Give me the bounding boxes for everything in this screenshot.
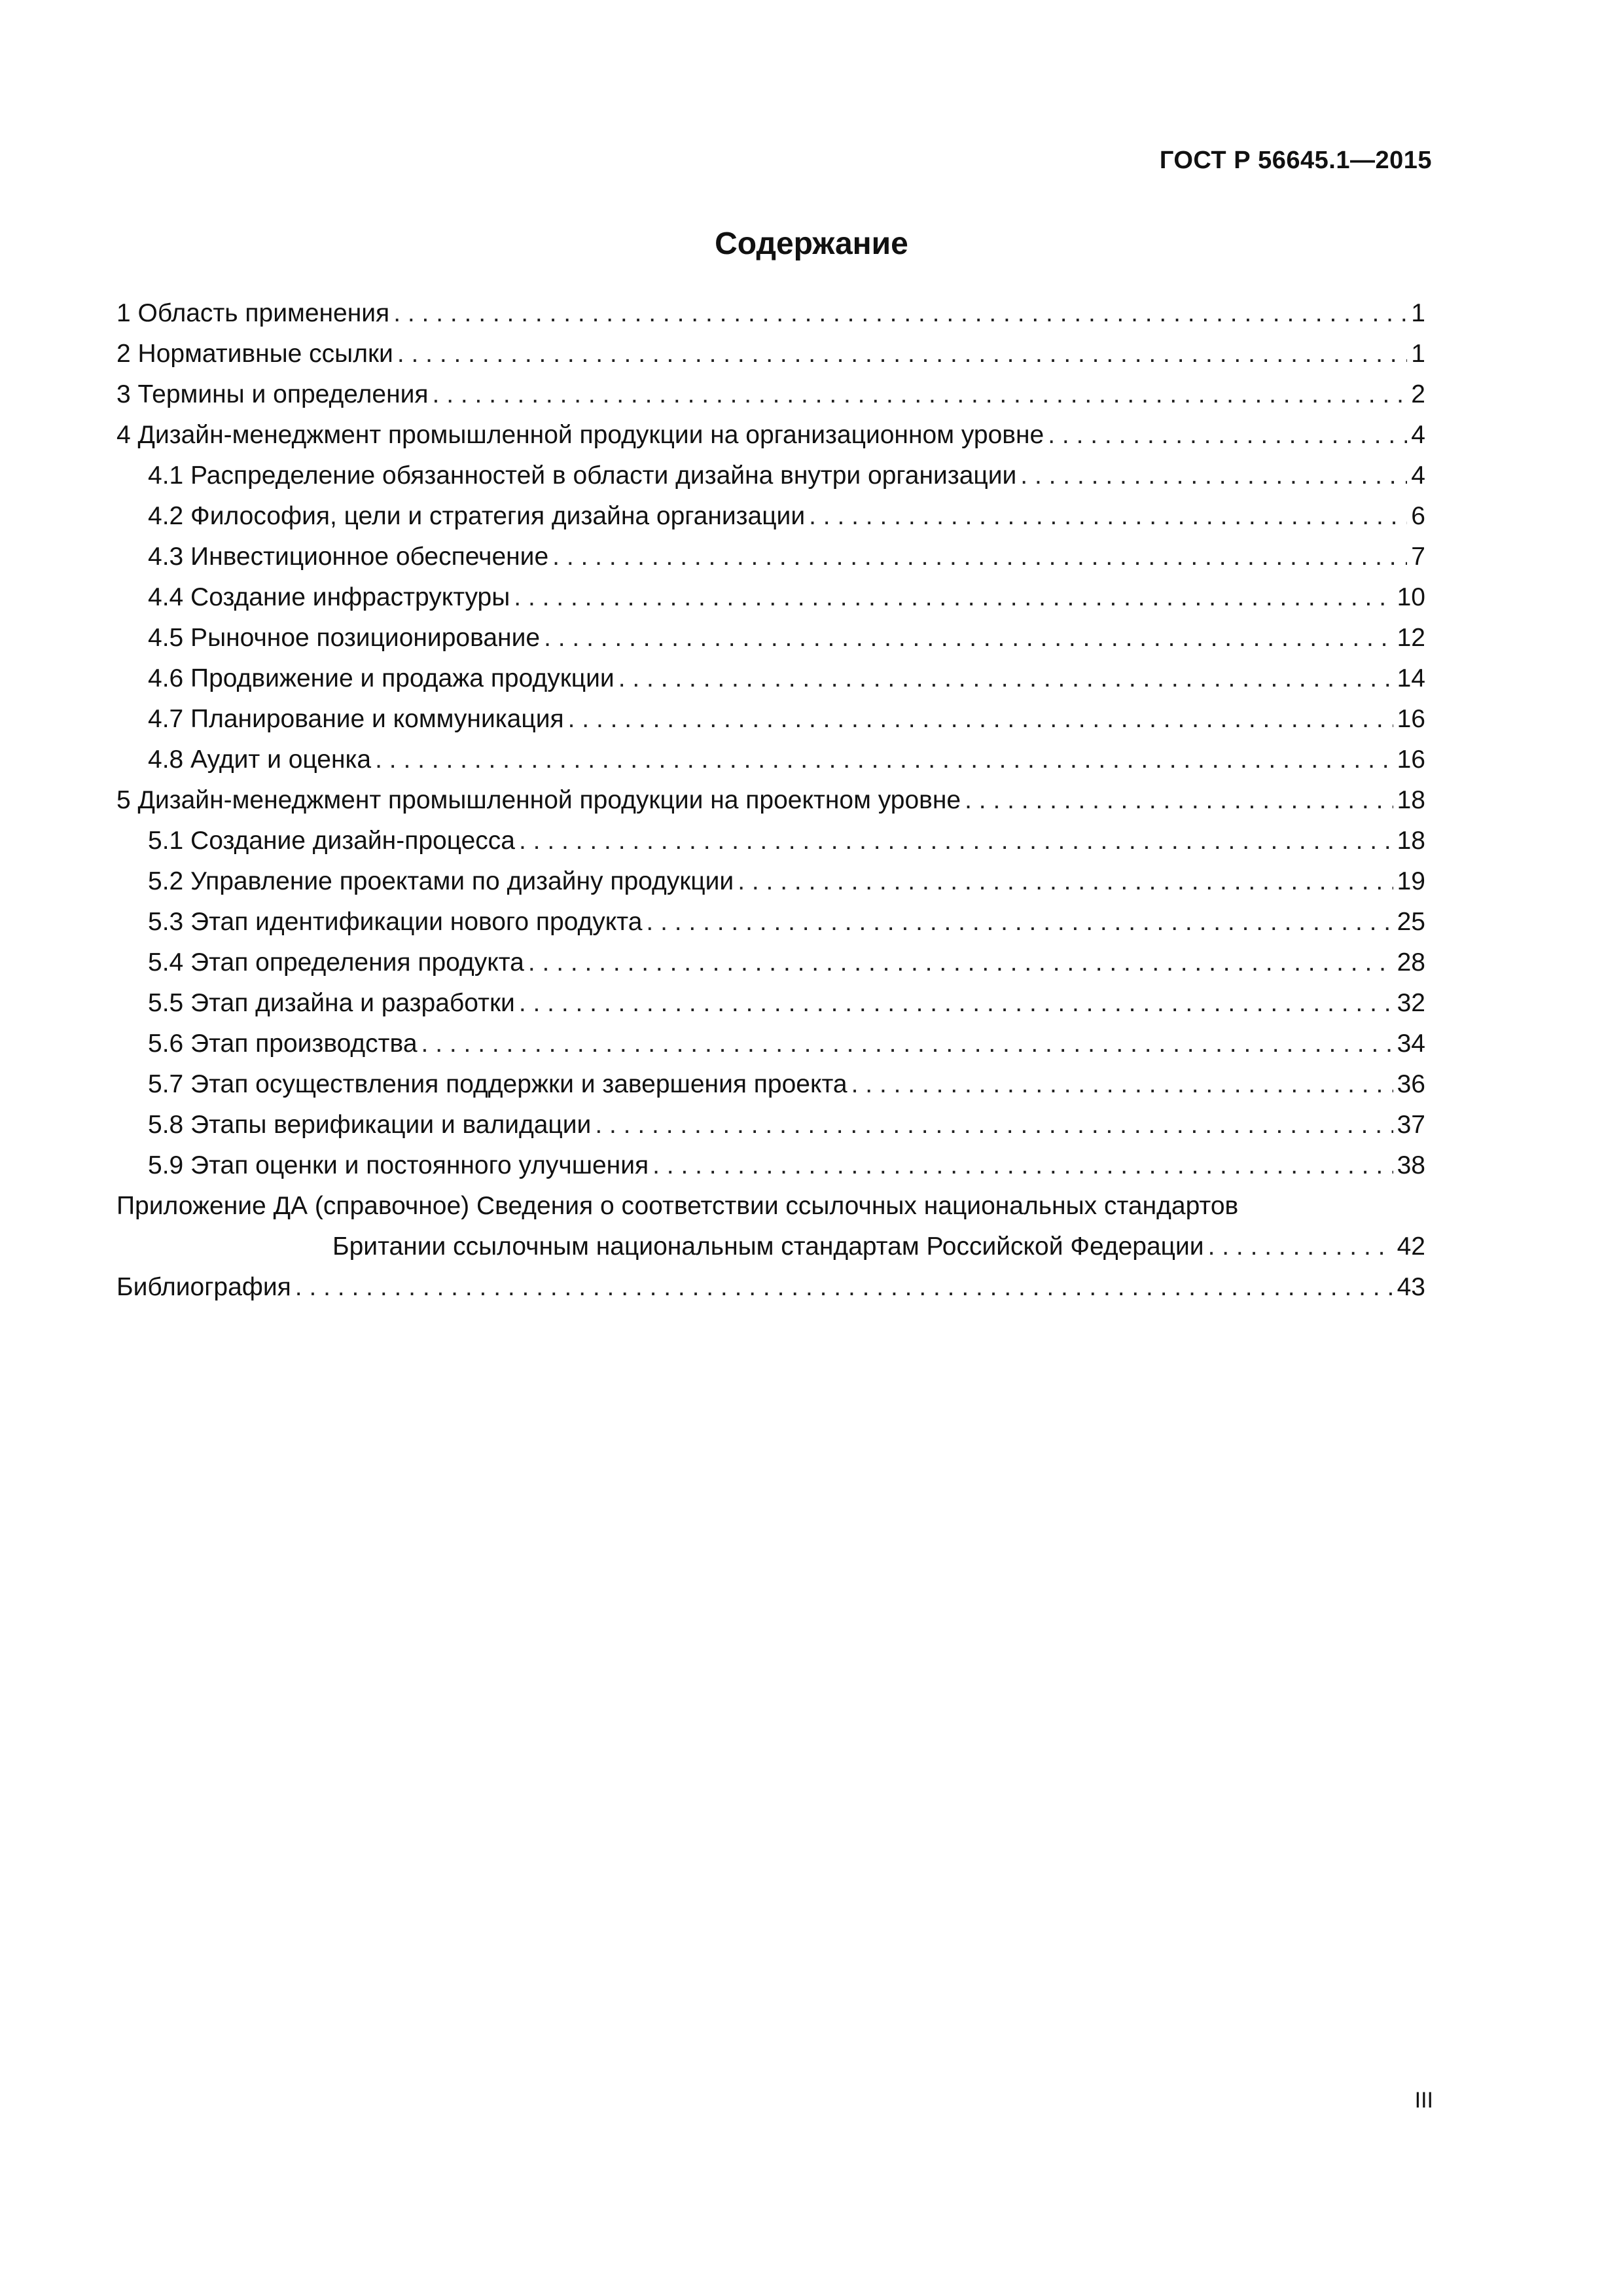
toc-entry-page: 16: [1397, 705, 1425, 733]
toc-appendix-line-2[interactable]: [116, 1227, 1425, 1267]
toc-entry-label: 4.7 Планирование и коммуникация: [148, 705, 564, 733]
toc-entry-page: 38: [1397, 1151, 1425, 1179]
toc-subentry[interactable]: [116, 902, 1425, 942]
toc-entry-page: 34: [1397, 1030, 1425, 1058]
dot-leader: [851, 1064, 1393, 1105]
toc-entry[interactable]: [116, 374, 1425, 415]
toc-entry-label: 5.4 Этап определения продукта: [148, 948, 524, 977]
toc-subentry[interactable]: [116, 740, 1425, 780]
document-header: ГОСТ Р 56645.1—2015: [1159, 147, 1432, 174]
page-number: III: [1414, 2088, 1433, 2113]
toc-entry-page: 1: [1411, 299, 1425, 327]
dot-leader: [375, 740, 1393, 780]
dot-leader: [595, 1105, 1393, 1145]
toc-entry-label: 5 Дизайн-менеджмент промышленной продукции на проектном уровне: [116, 786, 961, 814]
dot-leader: [965, 780, 1393, 821]
toc-entry-label: 5.7 Этап осуществления поддержки и завершения проекта: [148, 1070, 847, 1098]
toc-entry[interactable]: [116, 293, 1425, 334]
toc-entry-page: 43: [1397, 1273, 1425, 1301]
toc-entry-page: 19: [1397, 867, 1425, 895]
dot-leader: [1020, 456, 1407, 496]
dot-leader: [519, 983, 1393, 1024]
toc-subentry[interactable]: [116, 699, 1425, 740]
toc-entry-label: 5.2 Управление проектами по дизайну продукции: [148, 867, 734, 895]
dot-leader: [514, 577, 1393, 618]
toc-entry-label: 4.5 Рыночное позиционирование: [148, 624, 541, 652]
toc-entry-page: 42: [1397, 1232, 1425, 1261]
toc-entry-page: 18: [1397, 827, 1425, 855]
toc-entry-label: 4 Дизайн-менеджмент промышленной продукции на организационном уровне: [116, 421, 1044, 449]
dot-leader: [809, 496, 1407, 537]
toc-subentry[interactable]: [116, 1064, 1425, 1105]
toc-entry-bibliography[interactable]: [116, 1267, 1425, 1308]
toc-entry-page: 1: [1411, 340, 1425, 368]
dot-leader: [544, 618, 1393, 658]
dot-leader: [528, 942, 1393, 983]
toc-subentry[interactable]: [116, 861, 1425, 902]
dot-leader: [552, 537, 1407, 577]
toc-subentry[interactable]: [116, 537, 1425, 577]
toc-entry-label: Британии ссылочным национальным стандартам Российской Федерации: [332, 1232, 1204, 1261]
toc-subentry[interactable]: [116, 1105, 1425, 1145]
dot-leader: [1048, 415, 1407, 456]
toc-entry[interactable]: [116, 415, 1425, 456]
toc-entry-label: Библиография: [116, 1273, 291, 1301]
toc-appendix-line-1[interactable]: Приложение ДА (справочное) Сведения о соответствии ссылочных национальных стандартов: [116, 1192, 1239, 1220]
toc-entry-page: 16: [1397, 745, 1425, 774]
toc-subentry[interactable]: [116, 983, 1425, 1024]
toc-entry-page: 10: [1397, 583, 1425, 611]
toc-entry-page: 36: [1397, 1070, 1425, 1098]
dot-leader: [393, 293, 1407, 334]
dot-leader: [618, 658, 1393, 699]
toc-entry-label: 5.5 Этап дизайна и разработки: [148, 989, 515, 1017]
toc-entry-page: 6: [1411, 502, 1425, 530]
toc-entry-page: 28: [1397, 948, 1425, 977]
dot-leader: [421, 1024, 1393, 1064]
toc-entry-label: 1 Область применения: [116, 299, 390, 327]
toc-entry-label: 4.4 Создание инфраструктуры: [148, 583, 510, 611]
toc-subentry[interactable]: [116, 942, 1425, 983]
dot-leader: [397, 334, 1407, 374]
toc-subentry[interactable]: [116, 1024, 1425, 1064]
toc-entry-page: 32: [1397, 989, 1425, 1017]
page-title: Содержание: [715, 226, 908, 261]
toc-entry-page: 4: [1411, 461, 1425, 490]
toc-entry-label: 4.8 Аудит и оценка: [148, 745, 372, 774]
dot-leader: [433, 374, 1408, 415]
toc-entry-page: 14: [1397, 664, 1425, 692]
toc-entry-label: 4.3 Инвестиционное обеспечение: [148, 543, 549, 571]
toc-subentry[interactable]: [116, 577, 1425, 618]
dot-leader: [519, 821, 1393, 861]
dot-leader: [738, 861, 1393, 902]
toc-entry-label: 3 Термины и определения: [116, 380, 429, 408]
dot-leader: [652, 1145, 1393, 1186]
toc-entry-page: 7: [1411, 543, 1425, 571]
toc-subentry[interactable]: [116, 821, 1425, 861]
toc-entry-label: 2 Нормативные ссылки: [116, 340, 393, 368]
toc-entry-label: 5.6 Этап производства: [148, 1030, 418, 1058]
toc-entry-label: 4.1 Распределение обязанностей в области дизайна внутри организации: [148, 461, 1017, 490]
toc-entry-label: 5.3 Этап идентификации нового продукта: [148, 908, 643, 936]
toc-entry[interactable]: [116, 334, 1425, 374]
toc-entry-label: 4.6 Продвижение и продажа продукции: [148, 664, 615, 692]
toc-entry[interactable]: [116, 780, 1425, 821]
toc-entry-page: 2: [1411, 380, 1425, 408]
toc-subentry[interactable]: [116, 1145, 1425, 1186]
toc-subentry[interactable]: [116, 658, 1425, 699]
toc-entry-label: 5.8 Этапы верификации и валидации: [148, 1111, 592, 1139]
dot-leader: [568, 699, 1393, 740]
dot-leader: [1208, 1227, 1393, 1267]
toc-entry-label: 5.9 Этап оценки и постоянного улучшения: [148, 1151, 649, 1179]
toc-entry-page: 4: [1411, 421, 1425, 449]
toc-entry-page: 25: [1397, 908, 1425, 936]
dot-leader: [295, 1267, 1393, 1308]
table-of-contents: [116, 293, 1425, 1308]
toc-entry-label: 5.1 Создание дизайн-процесса: [148, 827, 515, 855]
dot-leader: [646, 902, 1393, 942]
toc-subentry[interactable]: [116, 496, 1425, 537]
toc-subentry[interactable]: [116, 618, 1425, 658]
toc-entry-page: 18: [1397, 786, 1425, 814]
toc-entry-page: 12: [1397, 624, 1425, 652]
toc-entry-page: 37: [1397, 1111, 1425, 1139]
toc-entry-label: 4.2 Философия, цели и стратегия дизайна организации: [148, 502, 806, 530]
toc-subentry[interactable]: [116, 456, 1425, 496]
